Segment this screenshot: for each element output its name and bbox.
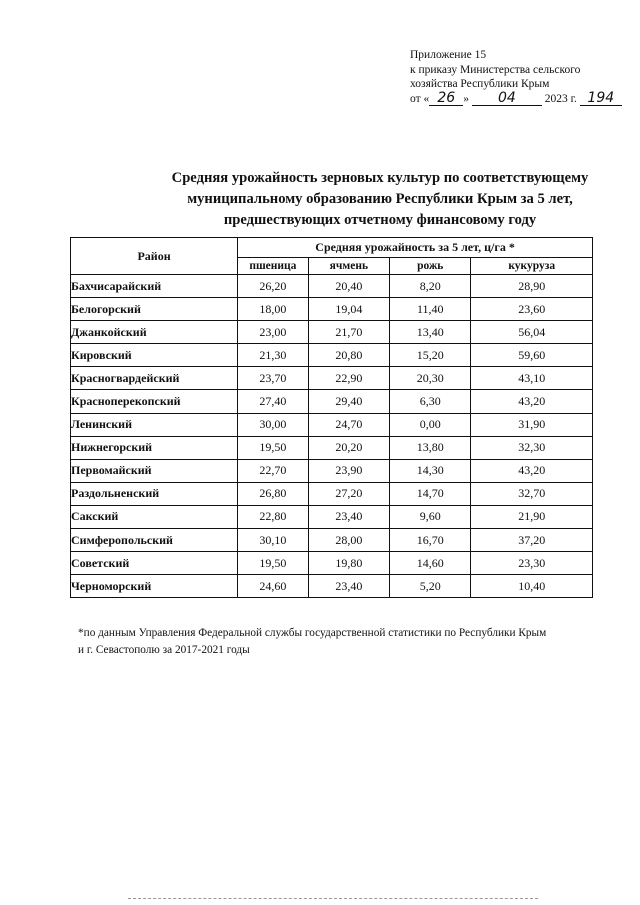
table-row bbox=[71, 529, 593, 552]
page-edge-artifact bbox=[128, 898, 538, 901]
district-name: Советский bbox=[71, 552, 238, 575]
corn-value: 43,20 bbox=[471, 390, 593, 413]
footnote bbox=[78, 625, 638, 659]
appendix-block bbox=[410, 48, 635, 106]
wheat-value: 21,30 bbox=[238, 344, 309, 367]
rye-value: 14,30 bbox=[390, 459, 471, 482]
appendix-label: Приложение 15 bbox=[410, 49, 487, 61]
district-name: Белогорский bbox=[71, 298, 238, 321]
wheat-value: 19,50 bbox=[238, 436, 309, 459]
rye-value: 15,20 bbox=[390, 344, 471, 367]
barley-value: 29,40 bbox=[308, 390, 389, 413]
date-month-handwritten: 04 bbox=[472, 92, 542, 106]
wheat-value: 30,00 bbox=[238, 413, 309, 436]
district-name: Раздольненский bbox=[71, 482, 238, 505]
barley-value: 23,40 bbox=[308, 505, 389, 528]
district-name: Ленинский bbox=[71, 413, 238, 436]
wheat-value: 24,60 bbox=[238, 575, 309, 598]
rye-value: 13,80 bbox=[390, 436, 471, 459]
wheat-value: 30,10 bbox=[238, 529, 309, 552]
barley-value: 21,70 bbox=[308, 321, 389, 344]
header-rye: рожь bbox=[390, 258, 471, 275]
rye-value: 11,40 bbox=[390, 298, 471, 321]
corn-value: 43,20 bbox=[471, 459, 593, 482]
date-prefix: от « bbox=[410, 92, 430, 105]
yield-table bbox=[70, 237, 593, 598]
rye-value: 9,60 bbox=[390, 505, 471, 528]
barley-value: 23,40 bbox=[308, 575, 389, 598]
table-row bbox=[71, 321, 593, 344]
wheat-value: 22,70 bbox=[238, 459, 309, 482]
rye-value: 8,20 bbox=[390, 275, 471, 298]
wheat-value: 26,80 bbox=[238, 482, 309, 505]
appendix-ministry: хозяйства Республики Крым bbox=[410, 78, 550, 91]
header-wheat: пшеница bbox=[238, 258, 309, 275]
table-header-row bbox=[71, 238, 593, 258]
wheat-value: 19,50 bbox=[238, 552, 309, 575]
date-year: 2023 г. bbox=[544, 92, 577, 105]
district-name: Кировский bbox=[71, 344, 238, 367]
corn-value: 56,04 bbox=[471, 321, 593, 344]
table-row bbox=[71, 367, 593, 390]
corn-value: 32,30 bbox=[471, 436, 593, 459]
corn-value: 21,90 bbox=[471, 505, 593, 528]
table-row bbox=[71, 390, 593, 413]
rye-value: 13,40 bbox=[390, 321, 471, 344]
table-row bbox=[71, 275, 593, 298]
barley-value: 28,00 bbox=[308, 529, 389, 552]
date-day-handwritten: 26 bbox=[429, 92, 463, 106]
table-row bbox=[71, 575, 593, 598]
rye-value: 14,70 bbox=[390, 482, 471, 505]
corn-value: 23,30 bbox=[471, 552, 593, 575]
title-line-1: Средняя урожайность зерновых культур по соответствующему bbox=[171, 170, 589, 186]
wheat-value: 23,00 bbox=[238, 321, 309, 344]
wheat-value: 18,00 bbox=[238, 298, 309, 321]
footnote-line-2: и г. Севастополю за 2017-2021 годы bbox=[78, 644, 250, 656]
document-title bbox=[130, 168, 630, 231]
header-barley: ячмень bbox=[308, 258, 389, 275]
wheat-value: 27,40 bbox=[238, 390, 309, 413]
header-district: Район bbox=[71, 238, 238, 275]
rye-value: 6,30 bbox=[390, 390, 471, 413]
district-name: Черноморский bbox=[71, 575, 238, 598]
table-row bbox=[71, 413, 593, 436]
table-row bbox=[71, 344, 593, 367]
barley-value: 20,20 bbox=[308, 436, 389, 459]
corn-value: 43,10 bbox=[471, 367, 593, 390]
rye-value: 14,60 bbox=[390, 552, 471, 575]
corn-value: 59,60 bbox=[471, 344, 593, 367]
wheat-value: 23,70 bbox=[238, 367, 309, 390]
table-row bbox=[71, 436, 593, 459]
corn-value: 23,60 bbox=[471, 298, 593, 321]
district-name: Красногвардейский bbox=[71, 367, 238, 390]
barley-value: 22,90 bbox=[308, 367, 389, 390]
table-row bbox=[71, 459, 593, 482]
district-name: Красноперекопский bbox=[71, 390, 238, 413]
barley-value: 20,40 bbox=[308, 275, 389, 298]
corn-value: 28,90 bbox=[471, 275, 593, 298]
footnote-line-1: *по данным Управления Федеральной службы государственной статистики по Республики Крым bbox=[78, 627, 547, 639]
header-yield: Средняя урожайность за 5 лет, ц/га * bbox=[238, 238, 593, 258]
wheat-value: 22,80 bbox=[238, 505, 309, 528]
district-name: Первомайский bbox=[71, 459, 238, 482]
rye-value: 5,20 bbox=[390, 575, 471, 598]
district-name: Джанкойский bbox=[71, 321, 238, 344]
appendix-order-ref: к приказу Министерства сельского bbox=[410, 63, 581, 76]
corn-value: 32,70 bbox=[471, 482, 593, 505]
corn-value: 10,40 bbox=[471, 575, 593, 598]
title-line-3: предшествующих отчетному финансовому году bbox=[223, 212, 537, 228]
appendix-date-line bbox=[410, 89, 635, 107]
rye-value: 20,30 bbox=[390, 367, 471, 390]
barley-value: 24,70 bbox=[308, 413, 389, 436]
wheat-value: 26,20 bbox=[238, 275, 309, 298]
barley-value: 19,80 bbox=[308, 552, 389, 575]
district-name: Бахчисарайский bbox=[71, 275, 238, 298]
barley-value: 27,20 bbox=[308, 482, 389, 505]
district-name: Симферопольский bbox=[71, 529, 238, 552]
title-line-2: муниципальному образованию Республики Крым за 5 лет, bbox=[187, 191, 573, 207]
rye-value: 16,70 bbox=[390, 529, 471, 552]
header-corn: кукуруза bbox=[471, 258, 593, 275]
barley-value: 20,80 bbox=[308, 344, 389, 367]
district-name: Нижнегорский bbox=[71, 436, 238, 459]
table-row bbox=[71, 298, 593, 321]
table-row bbox=[71, 482, 593, 505]
date-mid: » bbox=[463, 92, 469, 105]
barley-value: 19,04 bbox=[308, 298, 389, 321]
corn-value: 31,90 bbox=[471, 413, 593, 436]
barley-value: 23,90 bbox=[308, 459, 389, 482]
corn-value: 37,20 bbox=[471, 529, 593, 552]
table-row bbox=[71, 505, 593, 528]
table-row bbox=[71, 552, 593, 575]
order-number-handwritten: 194 bbox=[580, 92, 622, 106]
rye-value: 0,00 bbox=[390, 413, 471, 436]
district-name: Сакский bbox=[71, 505, 238, 528]
